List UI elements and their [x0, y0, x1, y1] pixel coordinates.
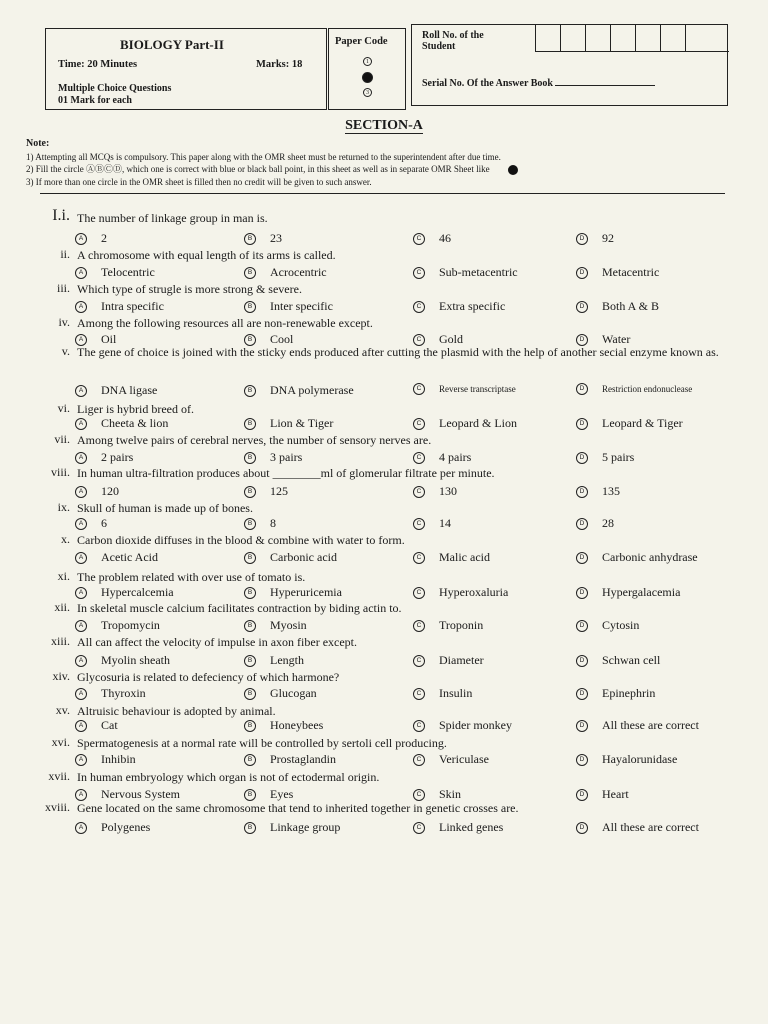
question-number: xv. — [55, 703, 70, 717]
option-bubble-icon[interactable]: B — [244, 822, 256, 834]
answer-option[interactable] — [576, 550, 698, 565]
option-bubble-icon[interactable]: C — [413, 452, 425, 464]
question-number: xviii. — [44, 800, 70, 814]
answer-option[interactable] — [244, 450, 302, 465]
answer-option[interactable] — [75, 820, 150, 835]
answer-option[interactable] — [75, 686, 146, 701]
option-label: Cheeta & lion — [101, 416, 169, 430]
option-bubble-icon[interactable]: C — [413, 587, 425, 599]
option-label: Polygenes — [101, 820, 151, 834]
question-text: Altruisic behaviour is adopted by animal. — [77, 704, 276, 718]
option-label: 6 — [101, 516, 107, 530]
answer-option[interactable] — [244, 383, 354, 398]
option-bubble-icon[interactable]: A — [75, 385, 87, 397]
option-bubble-icon[interactable]: C — [413, 418, 425, 430]
answer-option[interactable] — [75, 550, 158, 565]
option-label: 92 — [602, 231, 614, 245]
answer-option[interactable] — [413, 618, 483, 633]
option-bubble-icon[interactable]: A — [75, 486, 87, 498]
question-text: Among twelve pairs of cerebral nerves, the number of sensory nerves are. — [77, 433, 432, 447]
option-label: Hayalorunidase — [602, 752, 678, 766]
option-label: Nervous System — [101, 787, 180, 801]
option-bubble-icon[interactable]: C — [413, 789, 425, 801]
option-bubble-icon[interactable]: C — [413, 754, 425, 766]
answer-option[interactable] — [244, 585, 342, 600]
option-bubble-icon[interactable]: C — [413, 383, 425, 395]
option-label: Schwan cell — [602, 653, 661, 667]
question-number: xi. — [57, 569, 70, 583]
answer-option[interactable] — [576, 450, 634, 465]
roll-cell[interactable] — [685, 25, 710, 51]
option-label: DNA ligase — [101, 383, 158, 397]
option-bubble-icon[interactable]: C — [413, 822, 425, 834]
option-label: Spider monkey — [439, 718, 512, 732]
answer-option[interactable] — [576, 484, 620, 499]
option-bubble-icon[interactable]: D — [576, 789, 588, 801]
answer-option[interactable] — [244, 299, 333, 314]
question-text: Carbon dioxide diffuses in the blood & combine with water to form. — [77, 533, 405, 547]
answer-option[interactable] — [413, 450, 471, 465]
answer-option[interactable] — [75, 450, 133, 465]
answer-option[interactable] — [244, 653, 304, 668]
option-bubble-icon[interactable]: C — [413, 688, 425, 700]
question-number: I.i. — [52, 207, 70, 224]
option-label: 28 — [602, 516, 614, 530]
answer-option[interactable] — [244, 752, 336, 767]
answer-option[interactable] — [576, 820, 699, 835]
option-bubble-icon[interactable]: A — [75, 789, 87, 801]
answer-option[interactable] — [75, 416, 168, 431]
section-title — [0, 118, 768, 134]
answer-option[interactable] — [244, 416, 333, 431]
serial-number-field[interactable] — [422, 78, 655, 89]
question-text: In human ultra-filtration produces about ________ml of glomerular filtrate per minute. — [77, 466, 495, 480]
roll-number-label — [422, 30, 484, 52]
roll-label-line2: Student — [422, 41, 456, 52]
question-number: vii. — [54, 432, 70, 446]
option-bubble-icon[interactable]: D — [576, 383, 588, 395]
option-bubble-icon[interactable]: A — [75, 518, 87, 530]
mcq-info-line1: Multiple Choice Questions — [58, 83, 172, 94]
answer-option[interactable] — [413, 484, 457, 499]
answer-option[interactable] — [75, 299, 164, 314]
option-label: Gold — [439, 332, 463, 346]
option-label: Acetic Acid — [101, 550, 158, 564]
option-label: All these are correct — [602, 718, 699, 732]
option-label: Reverse transcriptase — [439, 384, 516, 394]
option-bubble-icon[interactable]: C — [413, 552, 425, 564]
note-item-3: 3) If more than one circle in the OMR sheet is filled then no credit will be given to such answer. — [26, 176, 372, 187]
answer-option[interactable] — [75, 484, 119, 499]
notes — [26, 138, 726, 188]
answer-option[interactable] — [75, 718, 118, 733]
option-bubble-icon[interactable]: B — [244, 334, 256, 346]
option-label: Heart — [602, 787, 629, 801]
answer-option[interactable] — [75, 265, 155, 280]
option-label: Hyperuricemia — [270, 585, 342, 599]
mcq-info-line2: 01 Mark for each — [58, 95, 132, 106]
question-text: Gene located on the same chromosome that tend to inherited together in genetic crosses are. — [77, 801, 519, 815]
option-bubble-icon[interactable]: D — [576, 552, 588, 564]
answer-option[interactable] — [576, 231, 614, 246]
option-bubble-icon[interactable]: D — [576, 822, 588, 834]
option-label: Leopard & Tiger — [602, 416, 683, 430]
option-label: Length — [270, 653, 304, 667]
section-title-text: SECTION-A — [345, 118, 423, 133]
answer-option[interactable] — [244, 265, 327, 280]
option-bubble-icon[interactable]: B — [244, 688, 256, 700]
answer-option[interactable] — [244, 550, 337, 565]
option-bubble-icon[interactable]: D — [576, 518, 588, 530]
option-bubble-icon[interactable]: B — [244, 789, 256, 801]
answer-option[interactable] — [413, 585, 508, 600]
question-number: vi. — [57, 401, 70, 415]
option-bubble-icon[interactable]: D — [576, 587, 588, 599]
option-bubble-icon[interactable]: A — [75, 301, 87, 313]
question-number: ii. — [60, 247, 70, 261]
option-label: Myolin sheath — [101, 653, 170, 667]
option-label: Oil — [101, 332, 117, 346]
option-bubble-icon[interactable]: C — [413, 518, 425, 530]
question-text: Among the following resources all are non-renewable except. — [77, 316, 373, 330]
answer-option[interactable] — [413, 686, 472, 701]
option-bubble-icon[interactable]: B — [244, 587, 256, 599]
answer-option[interactable] — [576, 383, 692, 395]
option-bubble-icon[interactable]: D — [576, 418, 588, 430]
option-bubble-icon[interactable]: A — [75, 334, 87, 346]
option-bubble-icon[interactable]: B — [244, 655, 256, 667]
question-text: Which type of strugle is more strong & severe. — [77, 282, 302, 296]
option-label: Linkage group — [270, 820, 341, 834]
question-number: xiii. — [50, 634, 70, 648]
answer-option[interactable] — [75, 516, 107, 531]
answer-option[interactable] — [576, 416, 683, 431]
option-bubble-icon[interactable]: A — [75, 620, 87, 632]
question-number: xii. — [54, 600, 70, 614]
answer-option[interactable] — [244, 718, 323, 733]
answer-option[interactable] — [244, 484, 288, 499]
option-bubble-icon[interactable]: D — [576, 486, 588, 498]
paper-title: BIOLOGY Part-II — [120, 37, 224, 52]
option-label: Telocentric — [101, 265, 155, 279]
answer-option[interactable] — [576, 618, 639, 633]
roll-cells-bottom-rule — [535, 51, 729, 52]
option-label: 8 — [270, 516, 276, 530]
option-label: Eyes — [270, 787, 294, 801]
question-text: In skeletal muscle calcium facilitates contraction by biding actin to. — [77, 601, 402, 615]
option-label: DNA polymerase — [270, 383, 354, 397]
exam-header — [45, 28, 728, 110]
answer-option[interactable] — [413, 265, 518, 280]
answer-option[interactable] — [413, 550, 490, 565]
answer-option[interactable] — [576, 516, 614, 531]
note-item-1: 1) Attempting all MCQs is compulsory. This paper along with the OMR sheet must be returned to the superintendent after due time. — [26, 151, 501, 162]
paper-code-box — [328, 28, 406, 110]
option-bubble-icon[interactable]: A — [75, 418, 87, 430]
answer-option[interactable] — [413, 299, 505, 314]
option-label: Cat — [101, 718, 118, 732]
question-number: v. — [61, 344, 70, 358]
option-label: 14 — [439, 516, 451, 530]
option-bubble-icon[interactable]: A — [75, 552, 87, 564]
answer-option[interactable] — [75, 585, 174, 600]
option-label: Insulin — [439, 686, 473, 700]
answer-option[interactable] — [576, 265, 659, 280]
option-bubble-icon[interactable]: B — [244, 301, 256, 313]
question-number: ix. — [57, 500, 70, 514]
question-text: The problem related with over use of tomato is. — [77, 570, 306, 584]
paper-code-label: Paper Code — [335, 36, 388, 47]
paper-info-box — [45, 28, 327, 110]
option-bubble-icon[interactable]: B — [244, 418, 256, 430]
answer-option[interactable] — [244, 820, 340, 835]
question-text: The number of linkage group in man is. — [77, 211, 268, 225]
mcq-info — [58, 83, 171, 107]
option-label: Epinephrin — [602, 686, 656, 700]
question-text: All can affect the velocity of impulse in axon fiber except. — [77, 635, 358, 649]
notes-heading: Note: — [26, 138, 50, 149]
option-bubble-icon[interactable]: C — [413, 301, 425, 313]
option-bubble-icon[interactable]: B — [244, 452, 256, 464]
option-label: Lion & Tiger — [270, 416, 334, 430]
option-bubble-icon[interactable]: D — [576, 267, 588, 279]
question-number: viii. — [50, 465, 70, 479]
option-bubble-icon[interactable]: D — [576, 720, 588, 732]
option-label: Inhibin — [101, 752, 136, 766]
option-label: Honeybees — [270, 718, 324, 732]
total-marks: Marks: 18 — [256, 59, 303, 70]
question-number: xvi. — [51, 735, 70, 749]
option-label: Sub-metacentric — [439, 265, 518, 279]
answer-option[interactable] — [413, 752, 489, 767]
answer-option[interactable] — [413, 820, 503, 835]
option-bubble-icon[interactable]: B — [244, 233, 256, 245]
answer-option[interactable] — [75, 618, 160, 633]
note-item-2-text: 2) Fill the circle ⒶⒷⒸⒹ, which one is correct with blue or black ball point, in this sheet as well as in separate OMR Sheet like — [26, 164, 490, 174]
answer-option[interactable] — [75, 231, 107, 246]
option-label: Leopard & Lion — [439, 416, 517, 430]
option-bubble-icon[interactable]: A — [75, 754, 87, 766]
option-label: Troponin — [439, 618, 484, 632]
option-label: Skin — [439, 787, 462, 801]
answer-option[interactable] — [244, 686, 317, 701]
option-label: Malic acid — [439, 550, 490, 564]
answer-option[interactable] — [413, 516, 451, 531]
option-bubble-icon[interactable]: C — [413, 486, 425, 498]
option-label: Glucogan — [270, 686, 317, 700]
answer-option[interactable] — [576, 718, 699, 733]
option-label: Vericulase — [439, 752, 489, 766]
question-text: Skull of human is made up of bones. — [77, 501, 253, 515]
paper-code-bubble-2-filled[interactable] — [362, 72, 373, 83]
option-bubble-icon[interactable]: C — [413, 620, 425, 632]
option-label: Acrocentric — [270, 265, 327, 279]
question-number: xvii. — [48, 769, 70, 783]
option-bubble-icon[interactable]: C — [413, 655, 425, 667]
option-label: All these are correct — [602, 820, 699, 834]
question-text: Liger is hybrid breed of. — [77, 402, 194, 416]
answer-option[interactable] — [75, 752, 136, 767]
answer-option[interactable] — [413, 718, 512, 733]
option-bubble-icon[interactable]: B — [244, 720, 256, 732]
answer-option[interactable] — [75, 653, 170, 668]
note-item-2 — [26, 163, 726, 176]
option-label: 23 — [270, 231, 282, 245]
option-label: 125 — [270, 484, 288, 498]
option-label: 130 — [439, 484, 457, 498]
option-bubble-icon[interactable]: D — [576, 620, 588, 632]
question-text: A chromosome with equal length of its arms is called. — [77, 248, 336, 262]
roll-number-cells[interactable] — [535, 25, 710, 51]
question-text: In human embryology which organ is not of ectodermal origin. — [77, 770, 380, 784]
roll-serial-box — [411, 24, 728, 106]
option-label: Cool — [270, 332, 294, 346]
roll-cell[interactable] — [635, 25, 660, 51]
option-bubble-icon[interactable]: D — [576, 688, 588, 700]
answer-option[interactable] — [576, 653, 660, 668]
roll-cell[interactable] — [660, 25, 685, 51]
option-label: 2 — [101, 231, 107, 245]
option-label: Extra specific — [439, 299, 506, 313]
option-label: Hyperoxaluria — [439, 585, 509, 599]
roll-cell[interactable] — [560, 25, 585, 51]
option-bubble-icon[interactable]: D — [576, 452, 588, 464]
option-bubble-icon[interactable]: A — [75, 822, 87, 834]
answer-option[interactable] — [413, 231, 451, 246]
option-label: Inter specific — [270, 299, 333, 313]
option-bubble-icon[interactable]: B — [244, 620, 256, 632]
paper-code-bubble-1[interactable]: 1 — [363, 57, 372, 66]
option-label: Hypergalacemia — [602, 585, 681, 599]
option-bubble-icon[interactable]: B — [244, 518, 256, 530]
answer-option[interactable] — [576, 752, 677, 767]
option-bubble-icon[interactable]: D — [576, 233, 588, 245]
option-label: 3 pairs — [270, 450, 303, 464]
answer-option[interactable] — [244, 618, 307, 633]
answer-option[interactable] — [244, 231, 282, 246]
answer-option[interactable] — [413, 416, 517, 431]
time-allowed: Time: 20 Minutes — [58, 59, 138, 70]
answer-option[interactable] — [413, 383, 516, 395]
option-bubble-icon[interactable]: A — [75, 267, 87, 279]
option-bubble-icon[interactable]: A — [75, 587, 87, 599]
option-bubble-icon[interactable]: B — [244, 385, 256, 397]
option-label: 2 pairs — [101, 450, 134, 464]
answer-option[interactable] — [576, 299, 659, 314]
filled-circle-example-icon — [508, 165, 518, 175]
option-label: Both A & B — [602, 299, 660, 313]
option-bubble-icon[interactable]: A — [75, 233, 87, 245]
option-label: Intra specific — [101, 299, 164, 313]
option-bubble-icon[interactable]: D — [576, 655, 588, 667]
option-label: 135 — [602, 484, 620, 498]
option-bubble-icon[interactable]: B — [244, 552, 256, 564]
answer-option[interactable] — [576, 686, 655, 701]
serial-number-label: Serial No. Of the Answer Book — [422, 78, 553, 89]
option-label: Carbonic anhydrase — [602, 550, 698, 564]
option-label: 120 — [101, 484, 119, 498]
option-bubble-icon[interactable]: C — [413, 233, 425, 245]
question-number: iv. — [58, 315, 70, 329]
notes-divider — [40, 193, 725, 194]
option-bubble-icon[interactable]: D — [576, 334, 588, 346]
option-label: Water — [602, 332, 631, 346]
option-bubble-icon[interactable]: B — [244, 486, 256, 498]
roll-label-line1: Roll No. of the — [422, 30, 484, 41]
answer-option[interactable] — [75, 383, 157, 398]
question-text: Glycosuria is related to defeciency of which harmone? — [77, 670, 340, 684]
paper-code-bubble-3[interactable]: 3 — [363, 88, 372, 97]
answer-option[interactable] — [576, 585, 680, 600]
option-label: Restriction endonuclease — [602, 384, 693, 394]
roll-cell[interactable] — [535, 25, 560, 51]
option-bubble-icon[interactable]: C — [413, 720, 425, 732]
option-bubble-icon[interactable]: B — [244, 267, 256, 279]
option-label: Cytosin — [602, 618, 640, 632]
option-label: Tropomycin — [101, 618, 160, 632]
option-label: 4 pairs — [439, 450, 472, 464]
option-bubble-icon[interactable]: B — [244, 754, 256, 766]
question-text: Spermatogenesis at a normal rate will be controlled by sertoli cell producing. — [77, 736, 447, 750]
option-bubble-icon[interactable]: A — [75, 720, 87, 732]
option-label: Thyroxin — [101, 686, 146, 700]
option-bubble-icon[interactable]: A — [75, 688, 87, 700]
option-label: Diameter — [439, 653, 484, 667]
question-number: x. — [61, 532, 70, 546]
question-number: iii. — [56, 281, 70, 295]
answer-option[interactable] — [244, 516, 276, 531]
roll-cell[interactable] — [585, 25, 610, 51]
question-number: xiv. — [52, 669, 70, 683]
answer-option[interactable] — [413, 653, 484, 668]
option-label: Prostaglandin — [270, 752, 336, 766]
question-text: The gene of choice is joined with the sticky ends produced after cutting the plasmid with the help of another secial enzyme known as. — [77, 345, 719, 359]
roll-cell[interactable] — [610, 25, 635, 51]
option-label: Metacentric — [602, 265, 660, 279]
option-bubble-icon[interactable]: C — [413, 267, 425, 279]
option-bubble-icon[interactable]: C — [413, 334, 425, 346]
option-label: Linked genes — [439, 820, 504, 834]
option-label: 5 pairs — [602, 450, 635, 464]
option-label: 46 — [439, 231, 451, 245]
option-bubble-icon[interactable]: D — [576, 754, 588, 766]
option-bubble-icon[interactable]: A — [75, 655, 87, 667]
option-bubble-icon[interactable]: A — [75, 452, 87, 464]
option-label: Carbonic acid — [270, 550, 337, 564]
option-bubble-icon[interactable]: D — [576, 301, 588, 313]
option-label: Hypercalcemia — [101, 585, 174, 599]
serial-number-blank[interactable] — [555, 85, 655, 86]
option-label: Myosin — [270, 618, 307, 632]
